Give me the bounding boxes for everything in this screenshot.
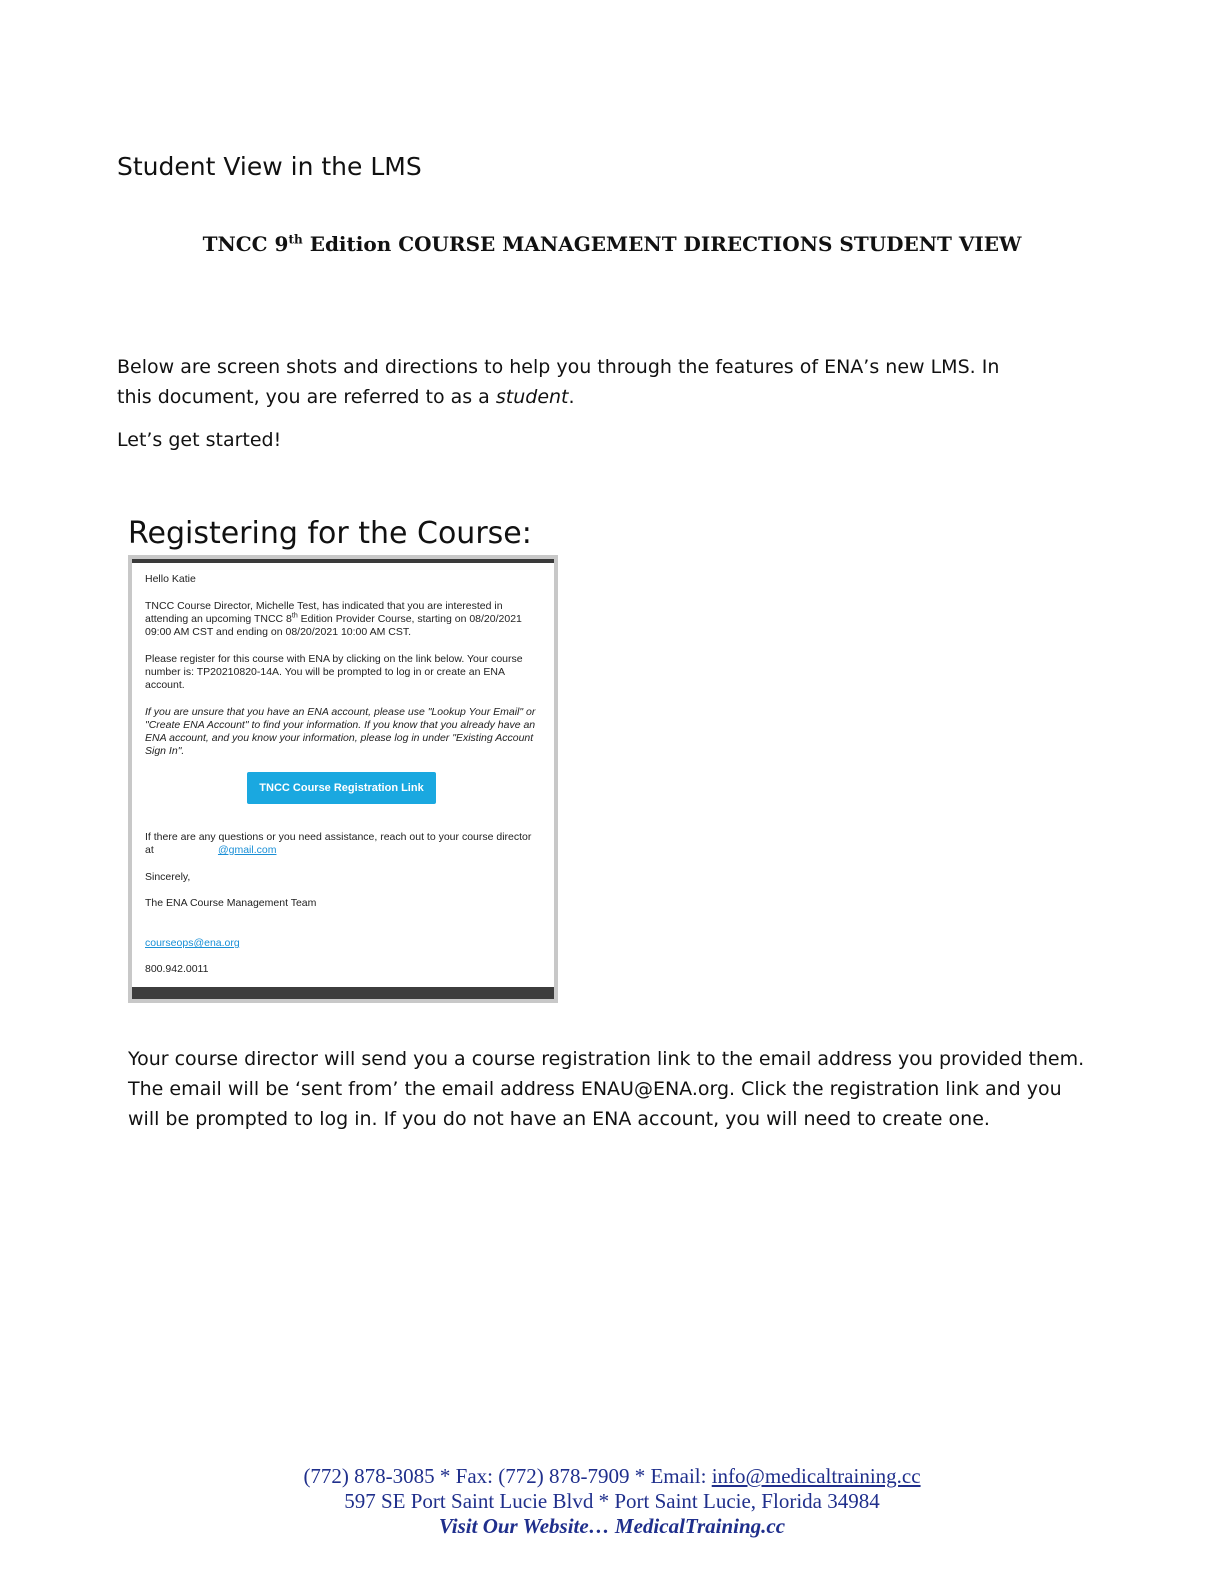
section-heading: Registering for the Course: bbox=[128, 516, 532, 551]
doc-title-prefix: TNCC 9 bbox=[202, 232, 289, 256]
email-paragraph-1 bbox=[145, 600, 540, 639]
email-paragraph-3: If you are unsure that you have an ENA account, please use "Lookup Your Email" or "Create ENA Account" to find your information. If you know that you already have an ENA account, and you know your information, please log in under "Existing Account Sign In". bbox=[145, 706, 536, 757]
email-footer-bar bbox=[132, 987, 554, 999]
email-paragraph-2: Please register for this course with ENA by clicking on the link below. Your course number is: TP20210820-14A. You will be prompted to log in or create an ENA account. bbox=[145, 653, 523, 691]
director-email-link[interactable]: @gmail.com bbox=[217, 844, 277, 856]
intro-paragraph bbox=[117, 352, 1017, 412]
email-team-signature: The ENA Course Management Team bbox=[145, 897, 317, 909]
email-phone: 800.942.0011 bbox=[145, 963, 209, 975]
page-footer bbox=[0, 1464, 1224, 1539]
email-sincerely: Sincerely, bbox=[145, 871, 191, 883]
page-heading: Student View in the LMS bbox=[117, 152, 422, 181]
footer-contact-line bbox=[0, 1464, 1224, 1489]
email-screenshot bbox=[128, 555, 558, 1003]
intro-text-after: . bbox=[568, 386, 575, 408]
intro-text-before: Below are screen shots and directions to help you through the features of ENA’s new LMS. In this document, you are referred to as a bbox=[117, 356, 1000, 408]
email-ops-address bbox=[145, 937, 540, 950]
doc-title-superscript: th bbox=[288, 232, 303, 247]
email-body bbox=[132, 559, 554, 999]
footer-address-line: 597 SE Port Saint Lucie Blvd * Port Saint Lucie, Florida 34984 bbox=[344, 1489, 880, 1513]
email-para1-sup: th bbox=[291, 612, 298, 620]
ops-email-link[interactable]: courseops@ena.org bbox=[145, 937, 240, 949]
footer-email-link[interactable]: info@medicaltraining.cc bbox=[711, 1464, 921, 1488]
email-greeting: Hello Katie bbox=[145, 573, 196, 585]
intro-emphasis: student bbox=[495, 386, 569, 408]
registration-link-button[interactable]: TNCC Course Registration Link bbox=[247, 772, 436, 804]
email-para4-text: If there are any questions or you need assistance, reach out to your course director at bbox=[145, 831, 532, 856]
email-paragraph-4 bbox=[145, 831, 540, 857]
document-title bbox=[0, 232, 1224, 256]
email-para1-before: TNCC Course Director, Michelle Test, has indicated that you are interested in attending an upcoming TNCC 8 bbox=[145, 600, 503, 625]
footer-website-line[interactable]: Visit Our Website… MedicalTraining.cc bbox=[438, 1514, 786, 1538]
instructions-paragraph: Your course director will send you a course registration link to the email address you provided them. The email will be ‘sent from’ the email address ENAU@ENA.org. Click the registration link and you will be prompted to log in. If you do not have an ENA account, you will need to create one. bbox=[128, 1048, 1085, 1130]
doc-title-suffix: Edition COURSE MANAGEMENT DIRECTIONS STUDENT VIEW bbox=[302, 232, 1022, 256]
lets-get-started: Let’s get started! bbox=[117, 429, 282, 451]
email-para1-after: Edition Provider Course, starting on 08/20/2021 09:00 AM CST and ending on 08/20/2021 10:00 AM CST. bbox=[145, 613, 522, 638]
footer-phone-fax: (772) 878-3085 * Fax: (772) 878-7909 * Email: bbox=[303, 1464, 712, 1488]
